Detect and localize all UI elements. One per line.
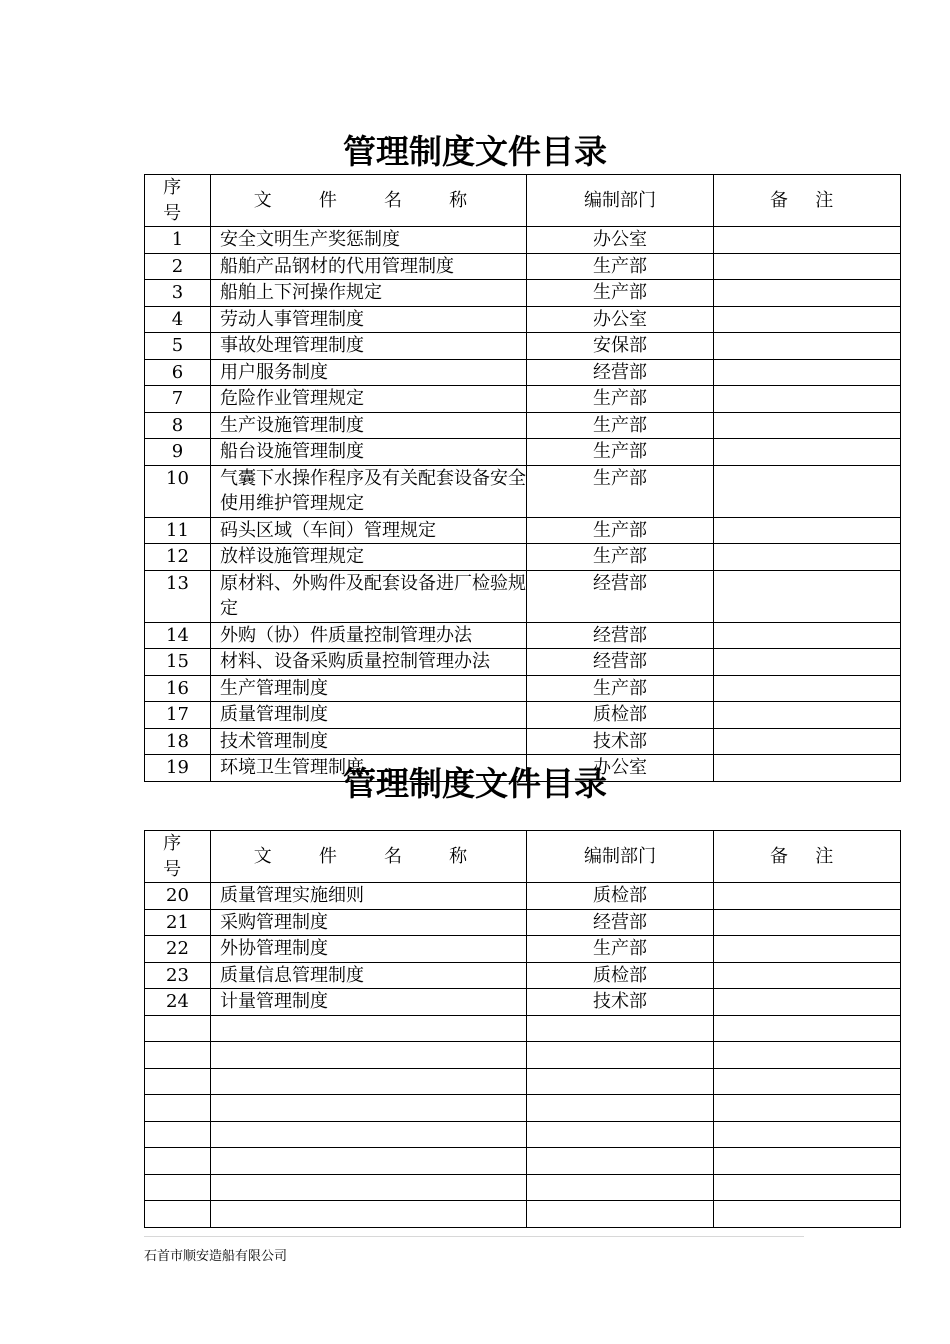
cell-serial-number: 15 (145, 649, 211, 676)
cell-remarks (714, 386, 901, 413)
cell-remarks (714, 936, 901, 963)
cell-department: 生产部 (527, 412, 714, 439)
cell-document-name: 质量管理制度 (211, 702, 527, 729)
cell-department: 质检部 (527, 962, 714, 989)
cell-remarks (714, 1015, 901, 1042)
cell-remarks (714, 649, 901, 676)
cell-serial-number: 3 (145, 280, 211, 307)
cell-department (527, 1095, 714, 1122)
table-row (145, 1201, 901, 1228)
table-row (145, 702, 901, 729)
cell-remarks (714, 439, 901, 466)
cell-department (527, 1042, 714, 1069)
cell-document-name: 外协管理制度 (211, 936, 527, 963)
cell-department: 生产部 (527, 936, 714, 963)
catalog-table (144, 174, 901, 782)
cell-document-name: 码头区域（车间）管理规定 (211, 517, 527, 544)
cell-document-name (211, 1148, 527, 1175)
cell-serial-number (145, 1068, 211, 1095)
cell-department: 办公室 (527, 227, 714, 254)
cell-document-name: 材料、设备采购质量控制管理办法 (211, 649, 527, 676)
cell-serial-number: 16 (145, 675, 211, 702)
cell-document-name: 放样设施管理规定 (211, 544, 527, 571)
cell-document-name: 生产设施管理制度 (211, 412, 527, 439)
header-document-name: 文 件 名 称 (211, 831, 527, 883)
cell-document-name: 环境卫生管理制度 (211, 755, 527, 782)
table-row (145, 1121, 901, 1148)
cell-serial-number: 8 (145, 412, 211, 439)
cell-serial-number: 21 (145, 909, 211, 936)
cell-document-name: 外购（协）件质量控制管理办法 (211, 622, 527, 649)
cell-department: 经营部 (527, 570, 714, 622)
cell-serial-number: 12 (145, 544, 211, 571)
cell-department: 生产部 (527, 517, 714, 544)
cell-serial-number: 4 (145, 306, 211, 333)
cell-remarks (714, 1174, 901, 1201)
cell-remarks (714, 675, 901, 702)
cell-remarks (714, 989, 901, 1016)
cell-serial-number: 23 (145, 962, 211, 989)
cell-serial-number (145, 1148, 211, 1175)
cell-document-name (211, 1068, 527, 1095)
cell-department: 办公室 (527, 306, 714, 333)
table-row (145, 962, 901, 989)
table-row (145, 306, 901, 333)
cell-document-name: 采购管理制度 (211, 909, 527, 936)
cell-document-name: 质量信息管理制度 (211, 962, 527, 989)
cell-serial-number: 13 (145, 570, 211, 622)
table-row (145, 649, 901, 676)
catalog-title: 管理制度文件目录 (343, 764, 607, 803)
cell-serial-number: 11 (145, 517, 211, 544)
cell-remarks (714, 1042, 901, 1069)
table-row (145, 883, 901, 910)
cell-remarks (714, 306, 901, 333)
cell-document-name (211, 1201, 527, 1228)
table-row (145, 622, 901, 649)
header-remarks: 备 注 (714, 831, 901, 883)
table-row (145, 544, 901, 571)
table-header-row (145, 175, 901, 227)
table-row (145, 412, 901, 439)
cell-remarks (714, 962, 901, 989)
cell-department: 技术部 (527, 989, 714, 1016)
cell-remarks (714, 280, 901, 307)
cell-department: 经营部 (527, 622, 714, 649)
cell-department: 质检部 (527, 883, 714, 910)
cell-document-name: 用户服务制度 (211, 359, 527, 386)
cell-remarks (714, 1148, 901, 1175)
header-serial-number: 序 号 (145, 175, 211, 227)
cell-serial-number: 1 (145, 227, 211, 254)
footer-company-name: 石首市顺安造船有限公司 (144, 1249, 288, 1264)
cell-department (527, 1015, 714, 1042)
cell-remarks (714, 465, 901, 517)
cell-document-name: 事故处理管理制度 (211, 333, 527, 360)
footer-divider (144, 1236, 804, 1237)
cell-document-name (211, 1015, 527, 1042)
cell-serial-number: 9 (145, 439, 211, 466)
cell-document-name: 船舶产品钢材的代用管理制度 (211, 253, 527, 280)
cell-document-name: 生产管理制度 (211, 675, 527, 702)
table-row (145, 439, 901, 466)
cell-serial-number: 5 (145, 333, 211, 360)
cell-department: 生产部 (527, 544, 714, 571)
table-row (145, 1068, 901, 1095)
cell-department: 生产部 (527, 386, 714, 413)
cell-department (527, 1148, 714, 1175)
cell-serial-number: 18 (145, 728, 211, 755)
catalog-table (144, 830, 901, 1228)
table-row (145, 517, 901, 544)
cell-department: 办公室 (527, 755, 714, 782)
cell-serial-number: 19 (145, 755, 211, 782)
table-row (145, 1174, 901, 1201)
cell-remarks (714, 1068, 901, 1095)
table-row (145, 1042, 901, 1069)
cell-document-name: 劳动人事管理制度 (211, 306, 527, 333)
cell-remarks (714, 517, 901, 544)
cell-serial-number (145, 1042, 211, 1069)
cell-department: 经营部 (527, 649, 714, 676)
cell-serial-number: 22 (145, 936, 211, 963)
cell-remarks (714, 622, 901, 649)
cell-serial-number: 17 (145, 702, 211, 729)
table-row (145, 386, 901, 413)
cell-remarks (714, 570, 901, 622)
cell-serial-number: 24 (145, 989, 211, 1016)
table-row (145, 570, 901, 622)
cell-document-name (211, 1174, 527, 1201)
table-row (145, 728, 901, 755)
cell-remarks (714, 359, 901, 386)
cell-document-name: 原材料、外购件及配套设备进厂检验规定 (211, 570, 527, 622)
cell-document-name (211, 1121, 527, 1148)
cell-document-name: 计量管理制度 (211, 989, 527, 1016)
table-row (145, 333, 901, 360)
cell-remarks (714, 253, 901, 280)
cell-remarks (714, 333, 901, 360)
cell-serial-number (145, 1121, 211, 1148)
header-remarks: 备 注 (714, 175, 901, 227)
cell-serial-number (145, 1174, 211, 1201)
table-row (145, 280, 901, 307)
cell-remarks (714, 702, 901, 729)
cell-remarks (714, 1201, 901, 1228)
cell-document-name: 气囊下水操作程序及有关配套设备安全使用维护管理规定 (211, 465, 527, 517)
cell-department: 生产部 (527, 439, 714, 466)
table-row (145, 1095, 901, 1122)
cell-department: 安保部 (527, 333, 714, 360)
cell-serial-number: 10 (145, 465, 211, 517)
cell-department: 技术部 (527, 728, 714, 755)
table-row (145, 1015, 901, 1042)
cell-document-name: 危险作业管理规定 (211, 386, 527, 413)
cell-department (527, 1174, 714, 1201)
header-department: 编制部门 (527, 175, 714, 227)
cell-department: 经营部 (527, 909, 714, 936)
cell-department: 生产部 (527, 675, 714, 702)
cell-remarks (714, 909, 901, 936)
cell-document-name: 技术管理制度 (211, 728, 527, 755)
header-serial-number: 序 号 (145, 831, 211, 883)
cell-remarks (714, 883, 901, 910)
cell-serial-number (145, 1095, 211, 1122)
cell-document-name: 质量管理实施细则 (211, 883, 527, 910)
cell-department: 生产部 (527, 465, 714, 517)
cell-department: 生产部 (527, 280, 714, 307)
cell-serial-number (145, 1015, 211, 1042)
cell-department (527, 1201, 714, 1228)
table-row (145, 465, 901, 517)
cell-department: 经营部 (527, 359, 714, 386)
cell-serial-number: 6 (145, 359, 211, 386)
cell-document-name: 安全文明生产奖惩制度 (211, 227, 527, 254)
cell-remarks (714, 728, 901, 755)
header-document-name: 文 件 名 称 (211, 175, 527, 227)
table-header-row (145, 831, 901, 883)
cell-remarks (714, 544, 901, 571)
cell-department (527, 1121, 714, 1148)
cell-remarks (714, 1121, 901, 1148)
table-row (145, 989, 901, 1016)
table-row (145, 359, 901, 386)
table-row (145, 227, 901, 254)
cell-document-name (211, 1042, 527, 1069)
cell-remarks (714, 227, 901, 254)
cell-department (527, 1068, 714, 1095)
cell-remarks (714, 412, 901, 439)
table-row (145, 936, 901, 963)
cell-serial-number: 7 (145, 386, 211, 413)
table-row (145, 1148, 901, 1175)
header-department: 编制部门 (527, 831, 714, 883)
table-row (145, 909, 901, 936)
table-row (145, 253, 901, 280)
cell-serial-number: 14 (145, 622, 211, 649)
cell-department: 生产部 (527, 253, 714, 280)
table-row (145, 675, 901, 702)
cell-document-name: 船台设施管理制度 (211, 439, 527, 466)
cell-department: 质检部 (527, 702, 714, 729)
cell-serial-number: 20 (145, 883, 211, 910)
cell-document-name: 船舶上下河操作规定 (211, 280, 527, 307)
cell-serial-number (145, 1201, 211, 1228)
cell-serial-number: 2 (145, 253, 211, 280)
cell-remarks (714, 1095, 901, 1122)
cell-document-name (211, 1095, 527, 1122)
catalog-title: 管理制度文件目录 (343, 132, 607, 171)
